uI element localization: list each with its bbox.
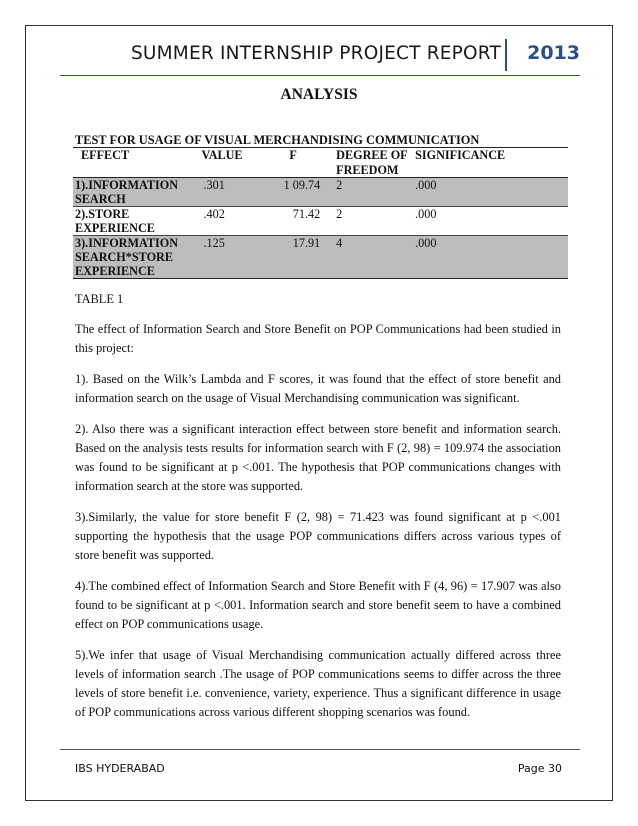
cell-f: 1 09.74: [266, 178, 336, 207]
results-table: [73, 147, 568, 279]
table-title: TEST FOR USAGE OF VISUAL MERCHANDISING COMMUNICATION: [75, 133, 480, 147]
cell-significance: .000: [415, 178, 568, 207]
header-year: 2013: [527, 42, 580, 64]
cell-value: .402: [203, 207, 225, 221]
cell-significance: .000: [415, 207, 437, 221]
cell-df: 2: [336, 207, 343, 221]
cell-f: 17.91: [266, 236, 336, 279]
paragraph: 4).The combined effect of Information Search and Store Benefit with F (4, 96) = 17.907 was also found to be significant at p <.001. Information search and store benefit seem to have a combined effect on POP communications usage.: [75, 579, 561, 631]
table-caption: TABLE 1: [75, 292, 124, 306]
header-separator: [505, 39, 507, 71]
table-row: [73, 178, 568, 207]
table-row: [73, 207, 568, 236]
col-header-f: F: [289, 148, 297, 162]
cell-effect: 1).INFORMATION SEARCH: [73, 178, 201, 207]
cell-significance: .000: [415, 236, 568, 279]
header-title: SUMMER INTERNSHIP PROJECT REPORT: [130, 43, 501, 64]
paragraph: 5).We infer that usage of Visual Merchandising communication actually differed across three levels of information search .The usage of POP communications seems to differ across the three levels of store benefit i.e. convenience, variety, experience. Thus a significant difference in usage of POP communications across various different shopping scenarios was found.: [75, 648, 561, 719]
footer-divider: [60, 749, 580, 750]
page-number: Page 30: [517, 762, 562, 775]
paragraph: The effect of Information Search and Store Benefit on POP Communications had been studied in this project:: [75, 322, 561, 355]
footer-institution: IBS HYDERABAD: [75, 762, 165, 775]
cell-df: 2: [336, 178, 415, 207]
table-header-row: [73, 148, 568, 178]
paragraph: 1). Based on the Wilk’s Lambda and F scores, it was found that the effect of store benefit and information search on the usage of Visual Merchandising communication was significant.: [75, 372, 561, 405]
section-heading: ANALYSIS: [280, 86, 358, 103]
paragraph: 3).Similarly, the value for store benefit F (2, 98) = 71.423 was found significant at p <.001 supporting the hypothesis that the usage POP communications differs across various types of store benefit was supported.: [75, 510, 561, 562]
cell-df: 4: [336, 236, 415, 279]
col-header-degree-of-freedom: DEGREE OF FREEDOM: [336, 148, 408, 177]
col-header-effect: EFFECT: [81, 148, 130, 162]
cell-effect: 3).INFORMATION SEARCH*STORE EXPERIENCE: [73, 236, 201, 279]
cell-value: .125: [201, 236, 265, 279]
col-header-significance: SIGNIFICANCE: [415, 148, 506, 162]
cell-value: .301: [201, 178, 265, 207]
page-header: [60, 43, 580, 71]
col-header-value: VALUE: [201, 148, 243, 162]
header-divider: [60, 75, 580, 76]
cell-effect: 2).STORE EXPERIENCE: [75, 207, 155, 235]
table-row: [73, 236, 568, 279]
cell-f: 71.42: [292, 207, 321, 221]
body-text: [75, 320, 561, 734]
paragraph: 2). Also there was a significant interaction effect between store benefit and information search. Based on the analysis tests results for information search with F (2, 98) = 109.974 the association was found to be significant at p <.001. The hypothesis that POP communications changes with information search at the store was supported.: [75, 422, 561, 493]
